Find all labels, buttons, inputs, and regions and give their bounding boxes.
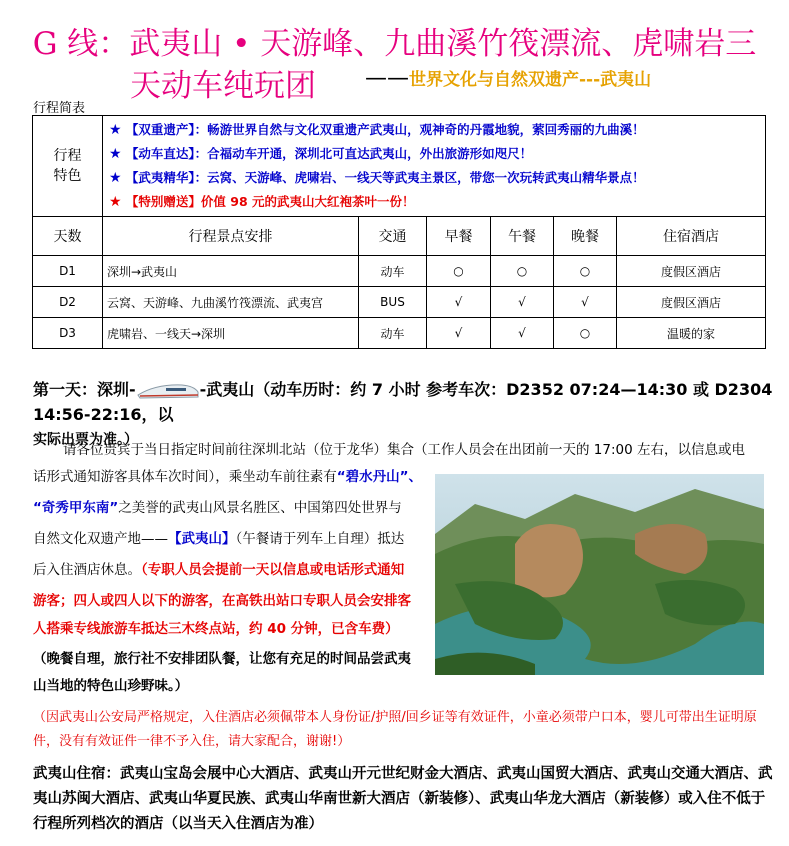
day1-p8: （晚餐自理，旅行社不安排团队餐，让您有充足的时间品尝武夷 [33,651,411,667]
cell-hotel: 温暖的家 [617,318,766,349]
table-row [33,287,766,318]
id-requirement-note: （因武夷山公安局严格规定，入住酒店必须佩带本人身份证/护照/回乡证等有效证件，小童必须带户口本，婴儿可带出生证明原件，没有有效证件一律不予入住，请大家配合，谢谢!） [33,710,757,749]
cell-route: 深圳→武夷山 [103,256,359,287]
cell-breakfast: √ [427,318,491,349]
day1-p2a: 话形式通知游客具体车次时间），乘坐动车前往素有 [33,469,337,485]
day1-p3 [33,496,402,520]
features-label [33,116,103,217]
star-icon: ★ [109,170,122,186]
highlight-text: “碧水丹山”、 [336,469,422,485]
cell-lunch: ○ [491,256,554,287]
itinerary-table [32,115,766,349]
page-subtitle [365,65,651,91]
feature-item [109,142,759,166]
feature-item [109,166,759,190]
subtitle-text: 世界文化与自然双遗产---武夷山 [409,70,652,90]
star-icon: ★ [109,146,122,162]
day1-p5a: 后入住酒店休息。 [33,562,141,578]
day1-p1: 请各位贵宾于当日指定时间前往深圳北站（位于龙华）集合（工作人员会在出团前一天的 17:00 左右，以信息或电 [63,442,745,458]
cell-transport: BUS [359,287,427,318]
feature-text: 【武夷精华】：云窝、天游峰、虎啸岩、一线天等武夷主景区，带您一次玩转武夷山精华景点！ [125,170,645,185]
cell-dinner: ○ [554,318,617,349]
star-icon: ★ [109,122,122,138]
day1-p4c: （午餐请于列车上自理）抵达 [235,531,405,547]
features-list [103,116,766,217]
subtitle-dash: —— [365,66,409,91]
feature-item [109,118,759,142]
feature-text: 【双重遗产】：畅游世界自然与文化双重遗产武夷山，观神奇的丹霞地貌，萦回秀丽的九曲溪！ [125,122,645,137]
col-header-day: 天数 [33,217,103,256]
day1-heading-c: 实际出票为准。） [33,432,138,448]
col-header-hotel: 住宿酒店 [617,217,766,256]
page-title-line2: 天动车纯玩团 [130,68,316,104]
red-notice: （专职人员会提前一天以信息或电话形式通知 [141,562,405,578]
day1-heading-b: -武夷山（动车历时：约 7 小时 参考车次：D2352 07:24—14:30 或 D2304 14:56-22:16，以 [33,380,773,424]
cell-hotel: 度假区酒店 [617,256,766,287]
table-row [33,256,766,287]
table-header-row [33,217,766,256]
page-title-line1: G 线：武夷山 • 天游峰、九曲溪竹筏漂流、虎啸岩三 [32,26,757,62]
cell-hotel: 度假区酒店 [617,287,766,318]
cell-route: 虎啸岩、一线天→深圳 [103,318,359,349]
day1-heading-a: 第一天：深圳- [33,380,136,399]
feature-text: 【动车直达】：合福动车开通，深圳北可直达武夷山，外出旅游形如咫尺！ [125,146,533,161]
star-icon: ★ [109,194,122,210]
table-row [33,318,766,349]
features-label-line1: 行程 [53,148,82,164]
cell-day: D2 [33,287,103,318]
day1-p4a: 自然文化双遗产地—— [33,531,168,547]
cell-day: D1 [33,256,103,287]
wuyishan-river-photo [435,474,764,675]
day1-p4 [33,527,404,551]
cell-breakfast: √ [427,287,491,318]
feature-text: 【特别赠送】价值 98 元的武夷山大红袍茶叶一份！ [125,194,415,209]
cell-transport: 动车 [359,256,427,287]
summary-label: 行程简表 [33,101,86,116]
col-header-dinner: 晚餐 [554,217,617,256]
day1-p2 [33,465,422,489]
highlight-text: “奇秀甲东南” [33,500,119,516]
cell-route: 云窝、天游峰、九曲溪竹筏漂流、武夷宫 [103,287,359,318]
day1-p6: 游客；四人或四人以下的游客，在高铁出站口专职人员会安排客 [33,593,411,609]
features-label-line2: 特色 [53,168,82,184]
day1-p7: 人搭乘专线旅游车抵达三木终点站，约 40 分钟，已含车费） [33,621,399,637]
col-header-route: 行程景点安排 [103,217,359,256]
cell-breakfast: ○ [427,256,491,287]
cell-lunch: √ [491,287,554,318]
cell-lunch: √ [491,318,554,349]
col-header-transport: 交通 [359,217,427,256]
hotel-list: 武夷山住宿：武夷山宝岛会展中心大酒店、武夷山开元世纪财金大酒店、武夷山国贸大酒店、武夷山交通大酒店、武夷山苏闽大酒店、武夷山华夏民族、武夷山华南世新大酒店（新装修）、武夷山华龙大酒店（新装修）或入住不低于行程所列档次的酒店（以当天入住酒店为准） [33,766,773,832]
cell-dinner: √ [554,287,617,318]
col-header-lunch: 午餐 [491,217,554,256]
feature-item-gift [109,190,759,214]
day1-p5 [33,558,404,582]
col-header-breakfast: 早餐 [427,217,491,256]
features-row [33,116,766,217]
cell-day: D3 [33,318,103,349]
cell-transport: 动车 [359,318,427,349]
highlight-text: 【武夷山】 [168,531,236,547]
day1-p9: 山当地的特色山珍野味。） [33,678,189,694]
day1-p3b: 之美誉的武夷山风景名胜区、中国第四处世界与 [118,500,402,516]
bullet-train-icon [136,380,200,402]
cell-dinner: ○ [554,256,617,287]
